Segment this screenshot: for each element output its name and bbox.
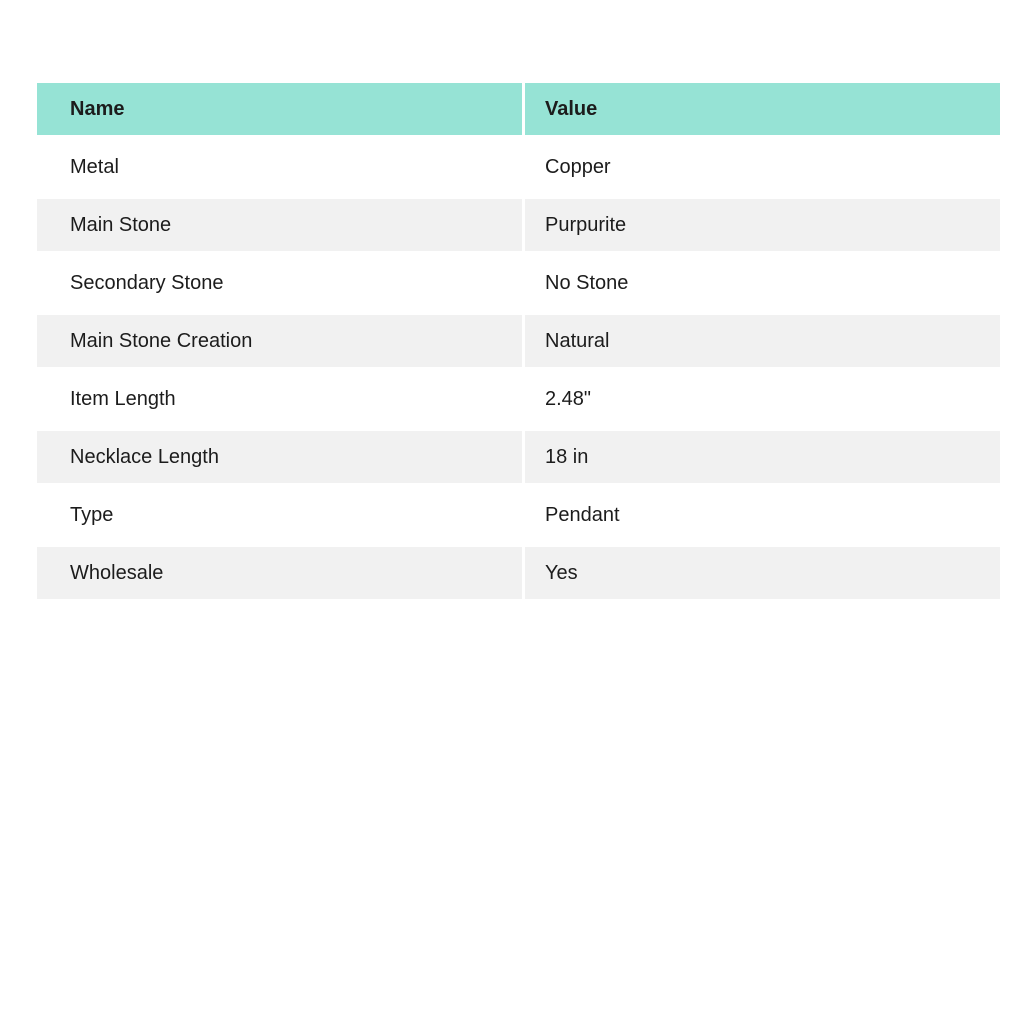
attribute-name-cell: [37, 141, 522, 193]
attribute-value: No Stone: [545, 271, 629, 294]
table-row: [37, 373, 1000, 425]
attribute-name: Main Stone Creation: [70, 329, 253, 352]
attribute-value: Purpurite: [545, 213, 627, 236]
attribute-value: Yes: [545, 561, 578, 584]
attribute-value-cell: [525, 257, 1000, 309]
table-row: [37, 257, 1000, 309]
attribute-value: Natural: [545, 329, 610, 352]
table-row: [37, 489, 1000, 541]
attribute-value-cell: [525, 199, 1000, 251]
column-header-name: [37, 83, 522, 135]
table-row: [37, 431, 1000, 483]
attribute-name-cell: [37, 373, 522, 425]
table-row: [37, 199, 1000, 251]
attribute-value-cell: [525, 489, 1000, 541]
attribute-name: Secondary Stone: [70, 271, 224, 294]
attribute-name: Necklace Length: [70, 445, 219, 468]
attribute-value: 18 in: [545, 445, 589, 468]
table-header-row: [37, 83, 1000, 135]
attribute-name-cell: [37, 431, 522, 483]
attribute-name: Item Length: [70, 387, 176, 410]
attribute-value: Pendant: [545, 503, 620, 526]
attribute-name-cell: [37, 315, 522, 367]
attribute-name-cell: [37, 489, 522, 541]
attribute-name: Wholesale: [70, 561, 164, 584]
column-header-name-label: Name: [70, 97, 125, 120]
attribute-name: Metal: [70, 155, 119, 178]
attribute-value-cell: [525, 547, 1000, 599]
attribute-value-cell: [525, 373, 1000, 425]
attribute-value-cell: [525, 315, 1000, 367]
product-attributes-table: [37, 83, 1000, 599]
table-row: [37, 315, 1000, 367]
attribute-value: 2.48": [545, 387, 592, 410]
attribute-name-cell: [37, 257, 522, 309]
table-row: [37, 141, 1000, 193]
attribute-name-cell: [37, 547, 522, 599]
attribute-value-cell: [525, 141, 1000, 193]
attribute-name: Type: [70, 503, 114, 526]
column-header-value: [525, 83, 1000, 135]
attribute-name-cell: [37, 199, 522, 251]
attribute-value-cell: [525, 431, 1000, 483]
attribute-name: Main Stone: [70, 213, 172, 236]
attribute-value: Copper: [545, 155, 611, 178]
column-header-value-label: Value: [545, 97, 598, 120]
table-row: [37, 547, 1000, 599]
